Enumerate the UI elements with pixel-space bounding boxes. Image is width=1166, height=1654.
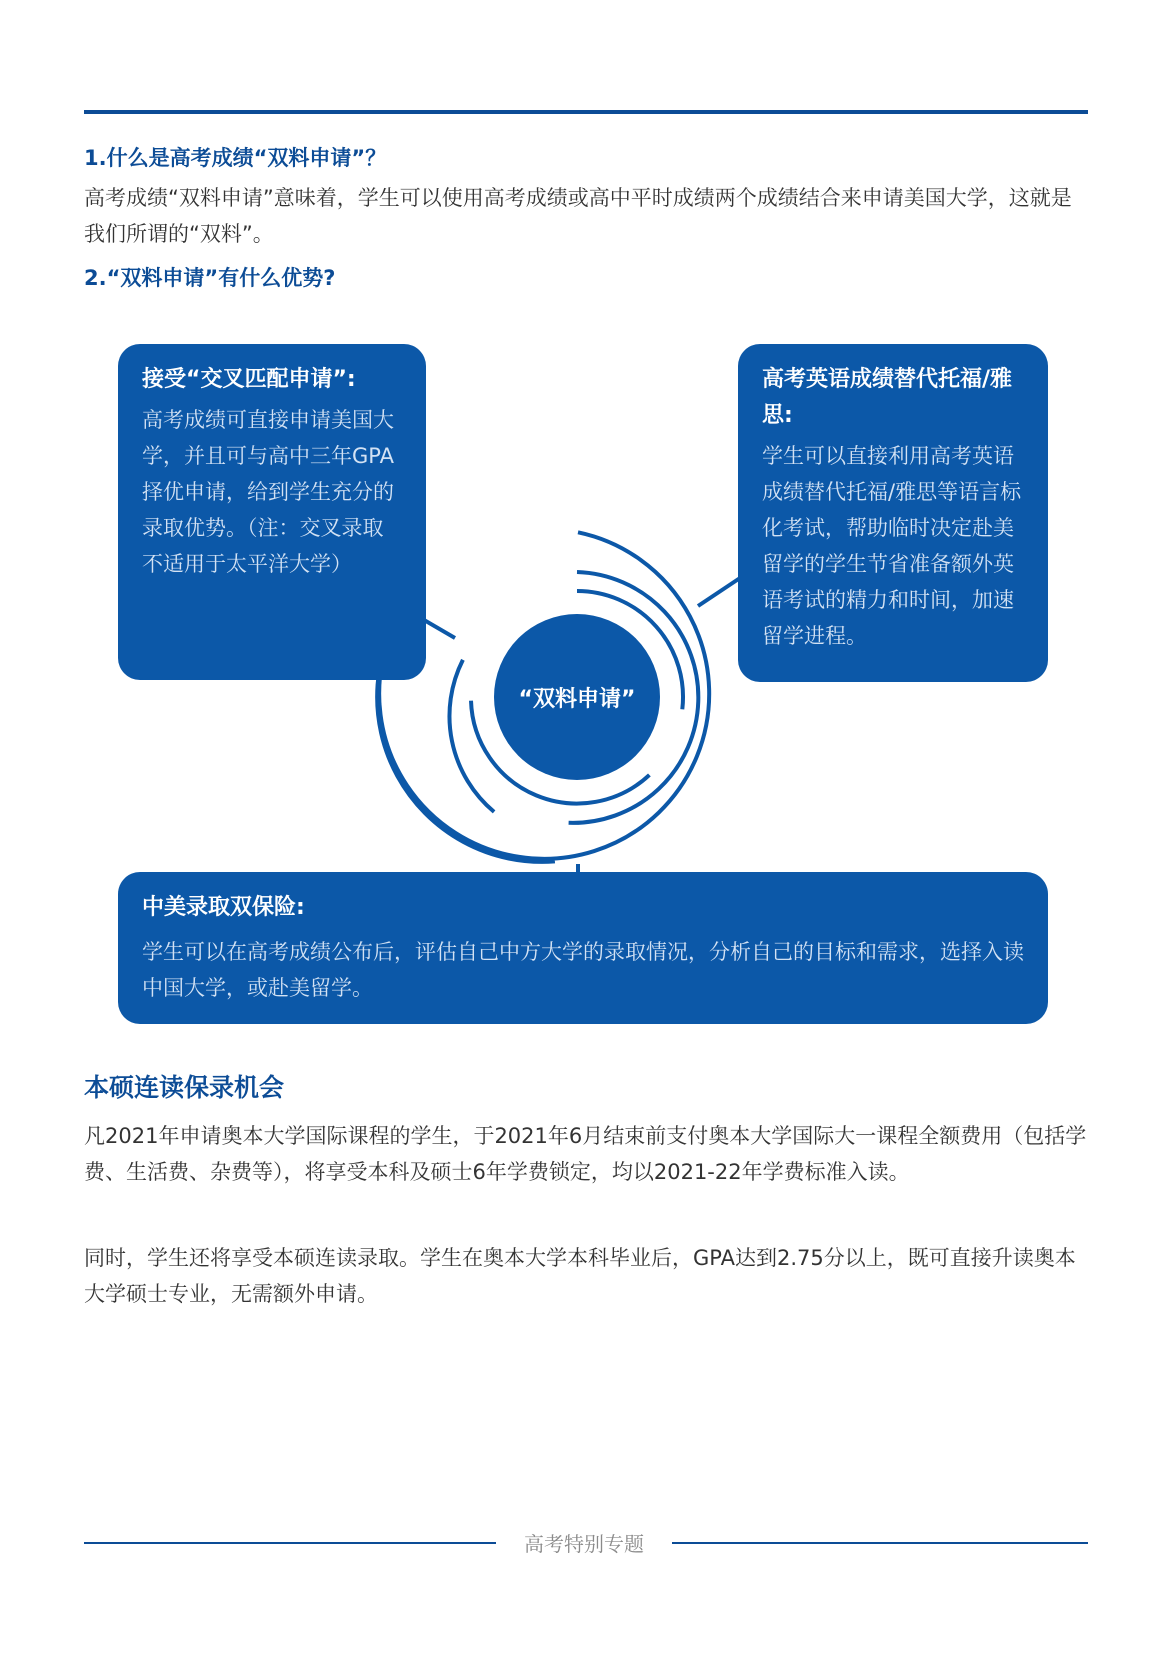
- box-cross-match: [118, 344, 426, 680]
- box-cross-match-title: 接受“交叉匹配申请”:: [142, 367, 356, 392]
- section-2-paragraph-2: 同时，学生还将享受本硕连读录取。学生在奥本大学本科毕业后，GPA达到2.75分以上，既可直接升读奥本大学硕士专业，无需额外申请。: [84, 1246, 1076, 1306]
- box-double-insurance-body: 学生可以在高考成绩公布后，评估自己中方大学的录取情况，分析自己的目标和需求，选择入读中国大学，或赴美留学。: [142, 940, 1024, 1000]
- center-circle-label: “双料申请”: [494, 614, 660, 780]
- question-2-heading: 2.“双料申请”有什么优势?: [84, 266, 336, 290]
- box-double-insurance: [118, 872, 1048, 1024]
- question-1-answer: 高考成绩“双料申请”意味着，学生可以使用高考成绩或高中平时成绩两个成绩结合来申请美国大学，这就是我们所谓的“双料”。: [84, 186, 1072, 246]
- footer-label: 高考特别专题: [524, 1532, 644, 1556]
- box-english-score: [738, 344, 1048, 682]
- box-english-score-body: 学生可以直接利用高考英语成绩替代托福/雅思等语言标化考试，帮助临时决定赴美留学的学生节省准备额外英语考试的精力和时间，加速留学进程。: [762, 444, 1022, 648]
- question-1-heading: 1.什么是高考成绩“双料申请”？: [84, 146, 387, 170]
- section-2-heading: 本硕连读保录机会: [84, 1073, 285, 1102]
- footer-rule-left: [84, 1542, 496, 1544]
- top-rule: [84, 110, 1088, 114]
- box-english-score-title: 高考英语成绩替代托福/雅思:: [762, 367, 1013, 428]
- connector-right: [698, 578, 740, 606]
- footer-rule-right: [672, 1542, 1088, 1544]
- box-double-insurance-title: 中美录取双保险:: [142, 895, 305, 920]
- box-cross-match-body: 高考成绩可直接申请美国大学，并且可与高中三年GPA择优申请，给到学生充分的录取优势。（注：交叉录取不适用于太平洋大学）: [142, 408, 394, 576]
- section-2-paragraph-1: 凡2021年申请奥本大学国际课程的学生，于2021年6月结束前支付奥本大学国际大一课程全额费用（包括学费、生活费、杂费等），将享受本科及硕士6年学费锁定，均以2021-22年学费标准入读。: [84, 1124, 1087, 1184]
